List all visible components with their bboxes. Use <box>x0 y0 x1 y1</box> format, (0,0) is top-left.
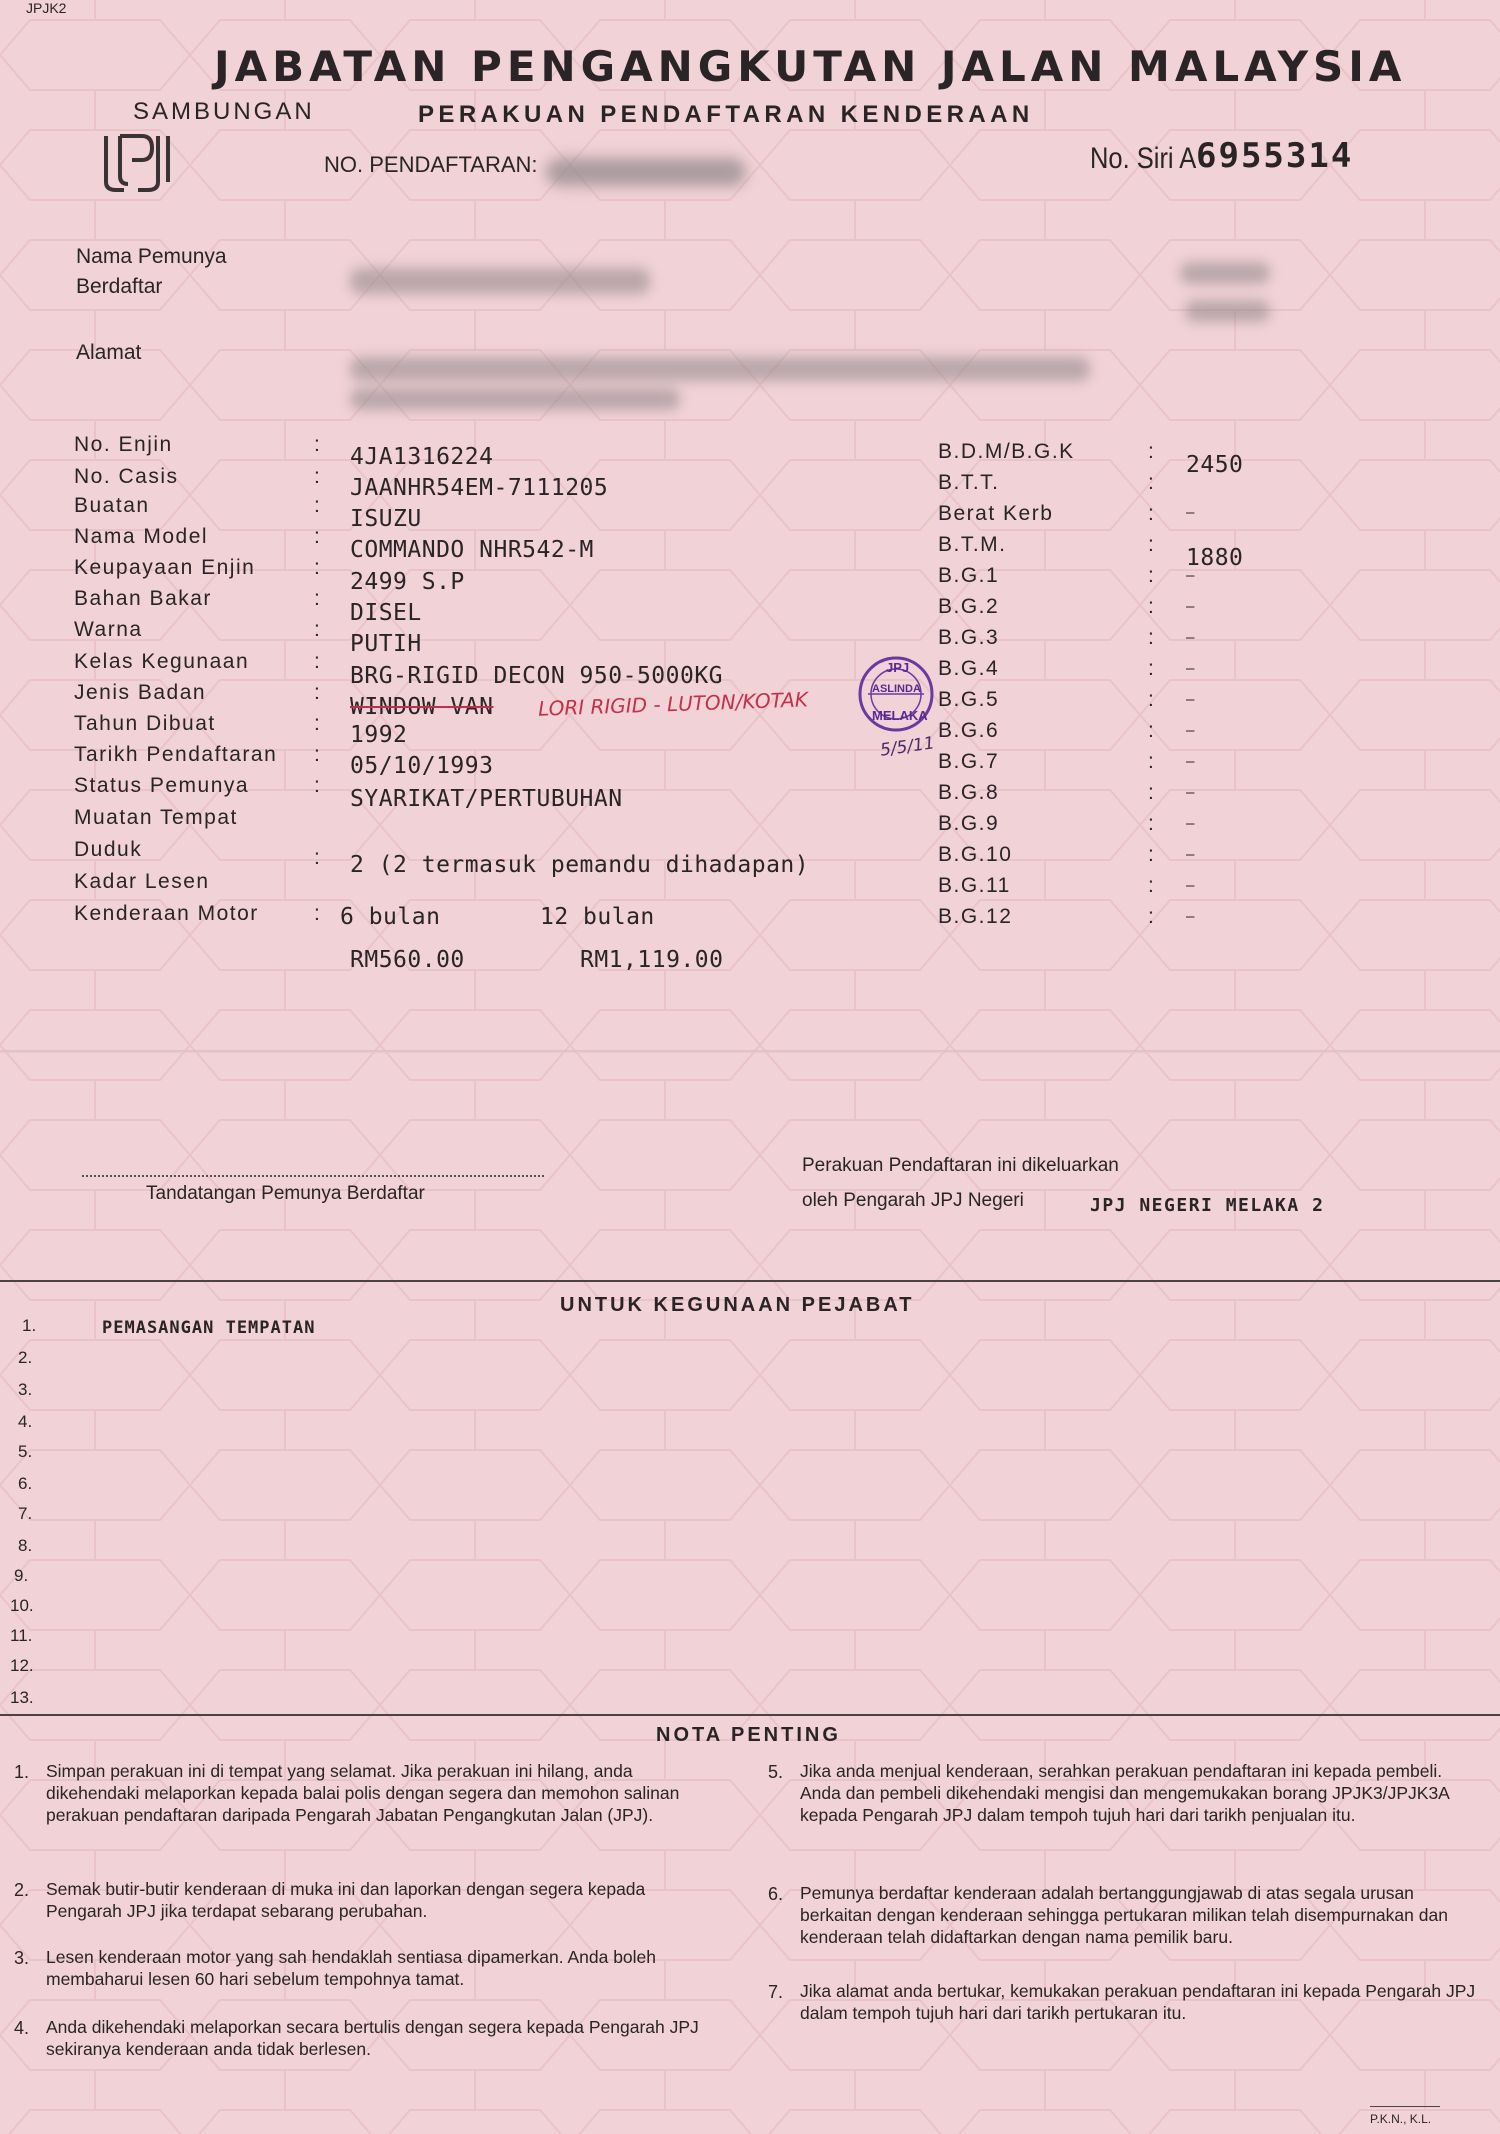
bg9-value: – <box>1186 816 1195 832</box>
seating-value: 2 (2 termasuk pemandu dihadapan) <box>350 852 810 878</box>
kerb-weight-value: – <box>1186 505 1195 521</box>
fuel-value: DISEL <box>350 600 422 626</box>
model-label: Nama Model <box>74 525 209 548</box>
bg12-value: – <box>1186 909 1195 925</box>
body-type-label: Jenis Badan <box>74 681 207 704</box>
color-label: Warna <box>74 618 143 641</box>
office-row-number: 7. <box>18 1504 33 1523</box>
license-period-12: 12 bulan <box>540 904 655 930</box>
bg7-value: – <box>1186 754 1195 770</box>
office-row-number: 3. <box>18 1380 33 1399</box>
note-number: 2. <box>14 1880 30 1900</box>
office-row-number: 4. <box>18 1412 33 1431</box>
bg3-label: B.G.3 <box>938 626 1000 649</box>
bg4-label: B.G.4 <box>938 657 1000 680</box>
license-rate-label-2: Kenderaan Motor <box>74 902 259 925</box>
engine-capacity-label: Keupayaan Enjin <box>74 556 256 579</box>
owner-status-value: SYARIKAT/PERTUBUHAN <box>350 786 623 812</box>
address-label: Alamat <box>76 341 142 364</box>
issue-statement-line-2: oleh Pengarah JPJ Negeri <box>802 1190 1024 1211</box>
office-row-number: 9. <box>14 1566 29 1585</box>
note-number: 1. <box>14 1762 30 1782</box>
bg6-label: B.G.6 <box>938 719 1000 742</box>
office-row-number: 5. <box>18 1442 33 1461</box>
bg6-value: – <box>1186 723 1195 739</box>
engine-no-label: No. Enjin <box>74 433 173 456</box>
note-text: Simpan perakuan ini di tempat yang selamat. Jika perakuan ini hilang, anda dikehendaki melaporkan kepada balai polis dengan segera dan memohon salinan perakuan pendaftaran daripada Pengarah Jabatan Pengangkutan Jalan (JPJ). <box>46 1761 680 1825</box>
note-text: Pemunya berdaftar kenderaan adalah bertanggungjawab di atas segala urusan berkaitan dengan kenderaan sehingga pertukaran milikan telah disempurnakan dan kenderaan telah didaftarkan dengan nama pemilik baru. <box>800 1883 1448 1947</box>
color-value: PUTIH <box>350 631 422 657</box>
stamp-date: 5/5/11 <box>878 733 936 761</box>
address-redacted-line-1 <box>350 357 1090 381</box>
office-row-number: 11. <box>10 1626 33 1645</box>
certificate-subtitle: PERAKUAN PENDAFTARAN KENDERAAN <box>418 101 1034 128</box>
owner-name-label-2: Berdaftar <box>76 275 163 298</box>
body-type-handwritten: LORI RIGID - LUTON/KOTAK <box>537 687 809 721</box>
usage-class-value: BRG-RIGID DECON 950-5000KG <box>350 663 724 689</box>
engine-capacity-value: 2499 S.P <box>350 569 465 595</box>
owner-signature-line <box>82 1175 544 1177</box>
office-section-top-rule <box>0 1280 1500 1282</box>
office-use-heading: UNTUK KEGUNAAN PEJABAT <box>560 1294 915 1316</box>
serial-number: 6955314 <box>1196 136 1354 176</box>
bg1-label: B.G.1 <box>938 564 1000 587</box>
license-rate-label-1: Kadar Lesen <box>74 870 210 893</box>
owner-signature-label: Tandatangan Pemunya Berdaftar <box>146 1183 425 1204</box>
serial-label: No. Siri A <box>1090 142 1197 175</box>
note-text: Lesen kenderaan motor yang sah hendaklah sentiasa dipamerkan. Anda boleh membaharui lesen 60 hari sebelum tempohnya tamat. <box>46 1947 657 1989</box>
make-value: ISUZU <box>350 506 422 532</box>
note-number: 4. <box>14 2018 30 2038</box>
bg2-value: – <box>1186 599 1195 615</box>
bg3-value: – <box>1186 630 1195 646</box>
note-number: 3. <box>14 1948 30 1968</box>
note-text: Jika anda menjual kenderaan, serahkan perakuan pendaftaran ini kepada pembeli. Anda dan pembeli dikehendaki mengisi dan mengemukakan borang JPJK3/JPJK3A kepada Pengarah JPJ dalam tempoh tujuh hari dari tarikh penjualan itu. <box>800 1761 1449 1825</box>
bg5-value: – <box>1186 692 1195 708</box>
office-row-number: 12. <box>10 1656 34 1675</box>
note-text: Semak butir-butir kenderaan di muka ini dan laporkan dengan segera kepada Pengarah JPJ jika terdapat sebarang perubahan. <box>46 1879 646 1921</box>
btt-label: B.T.T. <box>938 471 1000 494</box>
license-fee-12: RM1,119.00 <box>580 947 724 973</box>
registration-number-label: NO. PENDAFTARAN: <box>324 152 538 177</box>
office-row-number: 6. <box>18 1474 33 1493</box>
bg11-label: B.G.11 <box>938 874 1011 897</box>
seating-label-2: Duduk <box>74 838 143 861</box>
stamp-middle-text: ASLINDA <box>872 683 921 695</box>
chassis-no-label: No. Casis <box>74 465 179 488</box>
bg9-label: B.G.9 <box>938 812 1000 835</box>
year-made-label: Tahun Dibuat <box>74 712 216 735</box>
office-row-number: 8. <box>18 1536 33 1555</box>
stamp-top-text: JPJ <box>886 660 910 675</box>
owner-name-label-1: Nama Pemunya <box>76 245 227 268</box>
note-number: 5. <box>768 1762 784 1782</box>
note-number: 6. <box>768 1884 784 1904</box>
model-value: COMMANDO NHR542-M <box>350 537 594 563</box>
chassis-no-value: JAANHR54EM-7111205 <box>350 475 609 501</box>
office-row-number: 1. <box>22 1316 37 1335</box>
stamp-bottom-text: MELAKA <box>872 708 928 723</box>
btm-label: B.T.M. <box>938 533 1007 556</box>
sambungan-label: SAMBUNGAN <box>133 98 315 125</box>
office-entry-1: PEMASANGAN TEMPATAN <box>102 1318 316 1338</box>
owner-id-redacted-2 <box>1185 300 1270 322</box>
license-period-6: 6 bulan <box>340 904 441 930</box>
bdm-label: B.D.M/B.G.K <box>938 440 1075 463</box>
bg10-value: – <box>1186 847 1195 863</box>
year-made-value: 1992 <box>350 722 408 748</box>
bg8-label: B.G.8 <box>938 781 1000 804</box>
bdm-value: 2450 <box>1186 452 1244 478</box>
note-text: Anda dikehendaki melaporkan secara bertulis dengan segera kepada Pengarah JPJ sekiranya kenderaan anda tidak berlesen. <box>46 2017 699 2059</box>
bg2-label: B.G.2 <box>938 595 1000 618</box>
btm-value: 1880 <box>1186 545 1244 571</box>
office-row-number: 13. <box>10 1688 34 1707</box>
bg12-label: B.G.12 <box>938 905 1013 928</box>
note-text: Jika alamat anda bertukar, kemukakan perakuan pendaftaran ini kepada Pengarah JPJ dalam tempoh tujuh hari dari tarikh pertukaran itu. <box>800 1981 1476 2023</box>
issue-statement-line-1: Perakuan Pendaftaran ini dikeluarkan <box>802 1155 1119 1176</box>
body-type-value: WINDOW VAN <box>350 694 494 720</box>
issuer-value: JPJ NEGERI MELAKA 2 <box>1090 1195 1325 1216</box>
owner-status-label: Status Pemunya <box>74 774 250 797</box>
owner-id-redacted <box>1180 262 1270 284</box>
seating-label-1: Muatan Tempat <box>74 806 238 829</box>
bg7-label: B.G.7 <box>938 750 1000 773</box>
fuel-label: Bahan Bakar <box>74 587 212 610</box>
bg4-value: – <box>1186 661 1195 677</box>
owner-name-redacted <box>350 268 650 294</box>
address-redacted-line-2 <box>350 388 680 410</box>
office-row-number: 10. <box>10 1596 34 1615</box>
usage-class-label: Kelas Kegunaan <box>74 650 250 673</box>
bg11-value: – <box>1186 878 1195 894</box>
jpj-logo-icon <box>98 132 172 194</box>
form-code: JPJK2 <box>26 0 67 16</box>
registration-date-label: Tarikh Pendaftaran <box>74 743 278 766</box>
registration-number-redacted <box>546 158 746 186</box>
notes-heading: NOTA PENTING <box>656 1724 841 1746</box>
bg10-label: B.G.10 <box>938 843 1013 866</box>
notes-section-top-rule <box>0 1714 1500 1716</box>
engine-no-value: 4JA1316224 <box>350 444 494 470</box>
note-number: 7. <box>768 1982 784 2002</box>
make-label: Buatan <box>74 494 150 517</box>
bg1-value: – <box>1186 568 1195 584</box>
bg8-value: – <box>1186 785 1195 801</box>
footer-rule <box>1370 2106 1440 2107</box>
department-title: JABATAN PENGANGKUTAN JALAN MALAYSIA <box>214 42 1407 91</box>
registration-certificate: JPJK2 JABATAN PENGANGKUTAN JALAN MALAYSIA SAMBUNGAN PERAKUAN PENDAFTARAN KENDERAAN NO. PENDAFTARAN: No. Siri A 6955314 Nama Pemunya Berdaftar Alamat No. Enjin : 4JA1316224 No. Casis : JAANHR54EM-7111205 Buatan : ISUZU Nama Model : COMMANDO NHR542-M Keupayaan Enjin : 2499 S.P Bahan Bakar : DISEL Warna : PUTIH Kelas Kegunaan : BRG-RIGID DECON 950-5000KG Jenis Badan : WINDOW VAN LORI RIGID - LUTON/KOTAK JPJ ASLINDA MELAKA 5/5/11 Tahun Dibuat : 1992 Tarikh Pendaftaran : 05/10/1993 Status Pemunya : SYARIKAT/PERTUBUHAN Muatan Tempat Duduk : 2 (2 termasuk pemandu dihadapan) Kadar Lesen Kenderaan Motor : 6 bulan 12 bulan RM560.00 RM1,119.00 B.D.M/B.G.K : 2450 B.T.T. : Berat Kerb : – B.T.M. : 1880 B.G.1 : – B.G.2 : – B.G.3 : – B.G.4 : – B.G.5 : – B.G.6 : – B.G.7 : – B.G.8 : – B.G.9 : – B.G.10 : – B.G.11 : – B.G.12 : – Tandatangan Pemunya Berdaftar Perakuan Pendaftaran ini dikeluarkan oleh Pengarah JPJ Negeri JPJ NEGERI MELAKA 2 UNTUK KEGUNAAN PEJABAT PEMASANGAN TEMPATAN 1. 2. 3. 4. 5. 6. 7. 8. 9. 10. 11. 12. 13. NOTA PENTING 1. Simpan perakuan ini di tempat yang selamat. Jika perakuan ini hilang, anda dikehendaki melaporkan kepada balai polis dengan segera dan memohon salinan perakuan pendaftaran daripada Pengarah Jabatan Pengangkutan Jalan (JPJ). 2. Semak butir-butir kenderaan di muka ini dan laporkan dengan segera kepada Pengarah JPJ jika terdapat sebarang perubahan. 3. Lesen kenderaan motor yang sah hendaklah sentiasa dipamerkan. Anda boleh membaharui lesen 60 hari sebelum tempohnya tamat. 4. Anda dikehendaki melaporkan secara bertulis dengan segera kepada Pengarah JPJ sekiranya kenderaan anda tidak berlesen. 5. Jika anda menjual kenderaan, serahkan perakuan pendaftaran ini kepada pembeli. Anda dan pembeli dikehendaki mengisi dan mengemukakan borang JPJK3/JPJK3A kepada Pengarah JPJ dalam tempoh tujuh hari dari tarikh penjualan itu. 6. Pemunya berdaftar kenderaan adalah bertanggungjawab di atas segala urusan berkaitan dengan kenderaan sehingga pertukaran milikan telah disempurnakan dan kenderaan telah didaftarkan dengan nama pemilik baru. 7. Jika alamat anda bertukar, kemukakan perakuan pendaftaran ini kepada Pengarah JPJ dalam tempoh tujuh hari dari tarikh pertukaran itu. P.K.N., K.L. <box>0 0 1500 2134</box>
license-fee-6: RM560.00 <box>350 947 465 973</box>
printer-code: P.K.N., K.L. <box>1370 2112 1432 2126</box>
registration-date-value: 05/10/1993 <box>350 753 494 779</box>
kerb-weight-label: Berat Kerb <box>938 502 1054 525</box>
bg5-label: B.G.5 <box>938 688 1000 711</box>
office-row-number: 2. <box>18 1348 33 1367</box>
